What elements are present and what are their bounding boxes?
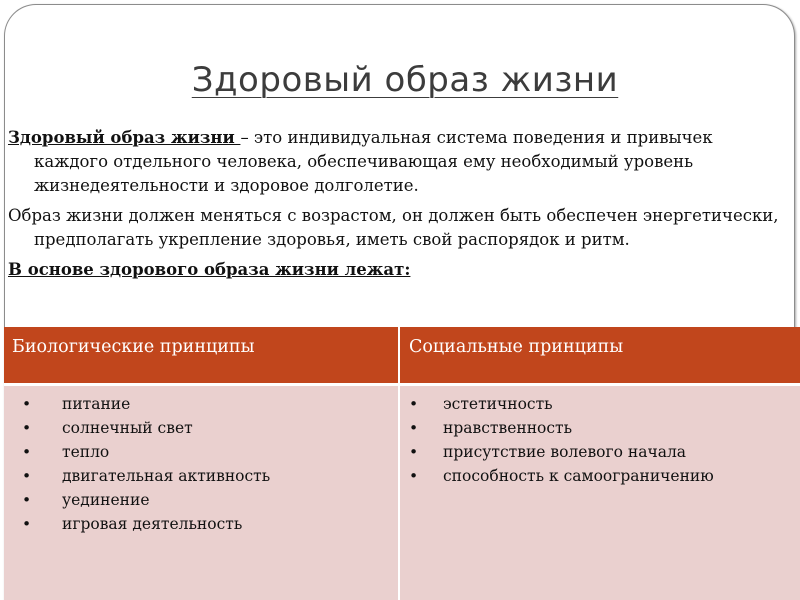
list-item: • уединение bbox=[14, 488, 270, 512]
principles-table bbox=[4, 327, 800, 600]
list-item: • тепло bbox=[14, 440, 270, 464]
list-item: • двигательная активность bbox=[14, 464, 270, 488]
header-biological: Биологические принципы bbox=[12, 337, 255, 357]
table-body bbox=[4, 386, 800, 600]
definition-text: – это индивидуальная система поведения и привычек каждого отдельного человека, обеспечивающая ему необходимый уровень жизнедеятельности и здоровое долголетие. bbox=[34, 128, 713, 195]
list-item: • присутствие волевого начала bbox=[407, 440, 714, 464]
list-item: • эстетичность bbox=[407, 392, 714, 416]
lifestyle-paragraph: Образ жизни должен меняться с возрастом, он должен быть обеспечен энергетически, предполагать укрепление здоровья, иметь свой распорядок и ритм. bbox=[8, 206, 779, 249]
list-item: • способность к самоограничению bbox=[407, 464, 714, 488]
header-social: Социальные принципы bbox=[409, 337, 624, 357]
list-item: • игровая деятельность bbox=[14, 512, 270, 536]
list-item: • питание bbox=[14, 392, 270, 416]
bullet-icon: • bbox=[409, 419, 419, 437]
bullet-icon: • bbox=[409, 467, 419, 485]
bullet-icon: • bbox=[22, 467, 32, 485]
bullet-icon: • bbox=[22, 491, 32, 509]
definition-term: Здоровый образ жизни bbox=[8, 128, 241, 147]
social-list bbox=[407, 392, 714, 488]
bullet-icon: • bbox=[22, 443, 32, 461]
slide-body bbox=[8, 126, 788, 288]
bullet-icon: • bbox=[22, 419, 32, 437]
bullet-icon: • bbox=[409, 395, 419, 413]
bullet-icon: • bbox=[22, 515, 32, 533]
biological-list bbox=[14, 392, 270, 536]
bullet-icon: • bbox=[409, 443, 419, 461]
slide-title: Здоровый образ жизни bbox=[191, 60, 619, 100]
bullet-icon: • bbox=[22, 395, 32, 413]
column-divider bbox=[398, 386, 400, 600]
column-divider bbox=[398, 327, 400, 383]
basis-heading: В основе здорового образа жизни лежат: bbox=[8, 260, 411, 279]
definition-paragraph bbox=[8, 126, 788, 198]
list-item: • нравственность bbox=[407, 416, 714, 440]
list-item: • солнечный свет bbox=[14, 416, 270, 440]
table-header bbox=[4, 327, 800, 386]
